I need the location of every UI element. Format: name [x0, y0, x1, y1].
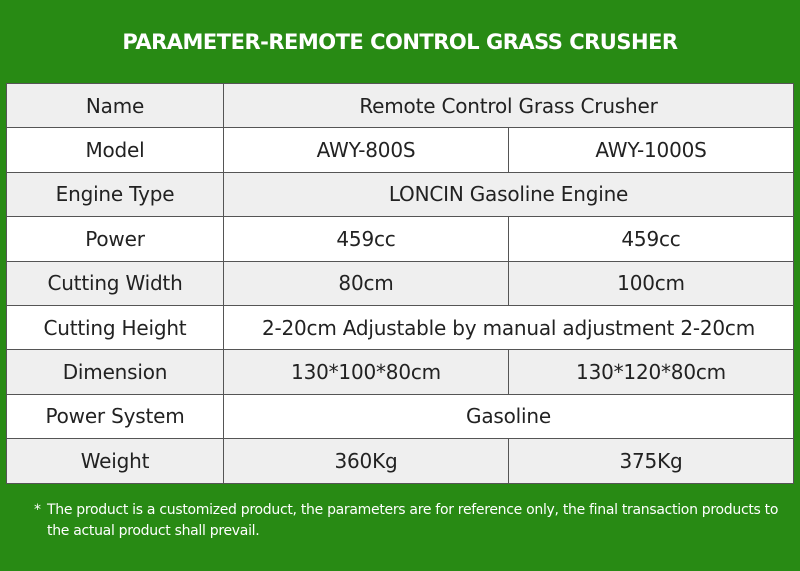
row-value-awy-800s: 459cc [224, 217, 509, 261]
footnote-marker: * [34, 502, 41, 518]
row-label: Power System [7, 394, 224, 438]
table-row [7, 439, 794, 483]
row-value: LONCIN Gasoline Engine [224, 172, 794, 216]
row-label: Weight [7, 439, 224, 483]
table-row [7, 305, 794, 349]
row-label: Cutting Height [7, 305, 224, 349]
table-row [7, 261, 794, 305]
row-value-awy-800s: 360Kg [224, 439, 509, 483]
table-row [7, 172, 794, 216]
row-value: Gasoline [224, 394, 794, 438]
row-value-awy-800s: 130*100*80cm [224, 350, 509, 394]
parameter-table [6, 83, 794, 484]
parameter-table-container [6, 83, 794, 484]
table-row [7, 394, 794, 438]
row-label: Dimension [7, 350, 224, 394]
row-label: Engine Type [7, 172, 224, 216]
table-row [7, 84, 794, 128]
row-label: Cutting Width [7, 261, 224, 305]
row-label: Name [7, 84, 224, 128]
row-value-awy-1000s: 375Kg [509, 439, 794, 483]
row-value-awy-1000s: 100cm [509, 261, 794, 305]
row-value-awy-1000s: 130*120*80cm [509, 350, 794, 394]
row-label: Power [7, 217, 224, 261]
row-value-awy-1000s: AWY-1000S [509, 128, 794, 172]
row-value-awy-800s: 80cm [224, 261, 509, 305]
row-value: 2-20cm Adjustable by manual adjustment 2-20cm [224, 305, 794, 349]
row-value: Remote Control Grass Crusher [224, 84, 794, 128]
row-value-awy-800s: AWY-800S [224, 128, 509, 172]
table-row [7, 128, 794, 172]
table-row [7, 350, 794, 394]
row-value-awy-1000s: 459cc [509, 217, 794, 261]
table-row [7, 217, 794, 261]
page-title: PARAMETER-REMOTE CONTROL GRASS CRUSHER [122, 30, 678, 54]
footnote-text: The product is a customized product, the parameters are for reference only, the final transaction products to the actual product shall prevail. [47, 502, 779, 539]
footnote [34, 500, 784, 542]
row-label: Model [7, 128, 224, 172]
